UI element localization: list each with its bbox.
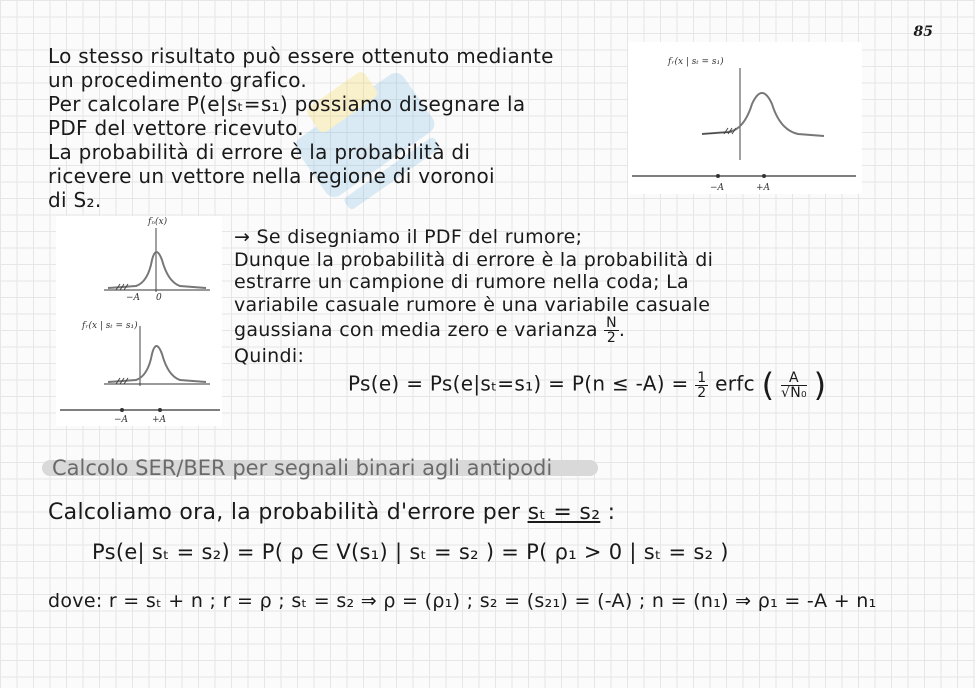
intro-line: un procedimento grafico. xyxy=(48,68,308,92)
erfc-argument: $\frac{A}{\text{√N₀}}$ xyxy=(781,369,807,401)
noise-pdf-figure xyxy=(56,216,222,426)
calc-condition: sₜ = s₂ xyxy=(527,500,601,525)
noise-tick-left: −A xyxy=(126,293,141,303)
noise-line: Dunque la probabilità di errore è la probabilità di xyxy=(234,248,714,271)
conditional-error-formula: Ps(e| sₜ = s₂) = P( ρ ∈ V(s₁) | sₜ = s₂ ) = P( ρ₁ > 0 | sₜ = s₂ ) xyxy=(92,540,729,564)
noise-line: variabile casuale rumore è una variabile casuale xyxy=(234,293,711,316)
intro-paragraph xyxy=(48,44,554,212)
noise-paragraph xyxy=(234,226,713,368)
noise-pdf-ylabel: fₙ(x) xyxy=(148,217,168,227)
intro-line: di S₂. xyxy=(48,188,102,212)
noise-line: → Se disegniamo il PDF del rumore; xyxy=(234,226,583,248)
received-tick-left: −A xyxy=(710,183,725,193)
page-number: 85 xyxy=(913,24,933,40)
small-tick-right: +A xyxy=(152,415,167,425)
calc-line: Calcoliamo ora, la probabilità d'errore per sₜ = s₂ : xyxy=(48,500,616,525)
intro-line: ricevere un vettore nella regione di voronoi xyxy=(48,164,495,188)
noise-tick-right: 0 xyxy=(156,293,162,303)
quindi-label: Quindi: xyxy=(234,345,305,367)
formula1-lhs: Ps(e) = Ps(e|sₜ=s₁) = P(n ≤ -A) = xyxy=(348,371,689,396)
section-title: Calcolo SER/BER per segnali binari agli antipodi xyxy=(42,454,612,482)
small-tick-left: −A xyxy=(114,415,129,425)
variance-num: N xyxy=(606,315,617,331)
half-fraction: $\frac{1}{2}$ xyxy=(697,369,707,401)
variance-den: 2 xyxy=(606,330,617,346)
received-tick-right: +A xyxy=(756,183,771,193)
received-pdf-figure xyxy=(628,42,862,194)
intro-line: La probabilità di errore è la probabilità di xyxy=(48,140,471,164)
intro-line: Per calcolare P(e|sₜ=s₁) possiamo disegnare la xyxy=(48,92,526,116)
intro-line: PDF del vettore ricevuto. xyxy=(48,116,304,140)
definitions-line: dove: r = sₜ + n ; r = ρ ; sₜ = s₂ ⇒ ρ = (ρ₁) ; s₂ = (s₂₁) = (-A) ; n = (n₁) ⇒ ρ₁ = -A + n₁ xyxy=(48,590,877,612)
noise-line: gaussiana con media zero e varianza $\frac{N}{2}$ . xyxy=(234,315,626,346)
variance-text: gaussiana con media zero e varianza xyxy=(234,319,598,341)
erfc-label: erfc xyxy=(715,371,755,396)
received-pdf-ylabel: fᵣ(x | sₜ = s₁) xyxy=(668,57,724,67)
noise-line: estrarre un campione di rumore nella coda; La xyxy=(234,271,689,293)
variance-fraction xyxy=(604,316,619,345)
error-probability-formula: Ps(e) = Ps(e|sₜ=s₁) = P(n ≤ -A) = $\frac{1}{2}$ erfc ( $\frac{A}{\text{√N₀}}$ ) xyxy=(348,366,827,404)
intro-line: Lo stesso risultato può essere ottenuto mediante xyxy=(48,44,554,68)
received-pdf-ylabel-small: fᵣ(x | sₜ = s₁) xyxy=(82,321,138,331)
